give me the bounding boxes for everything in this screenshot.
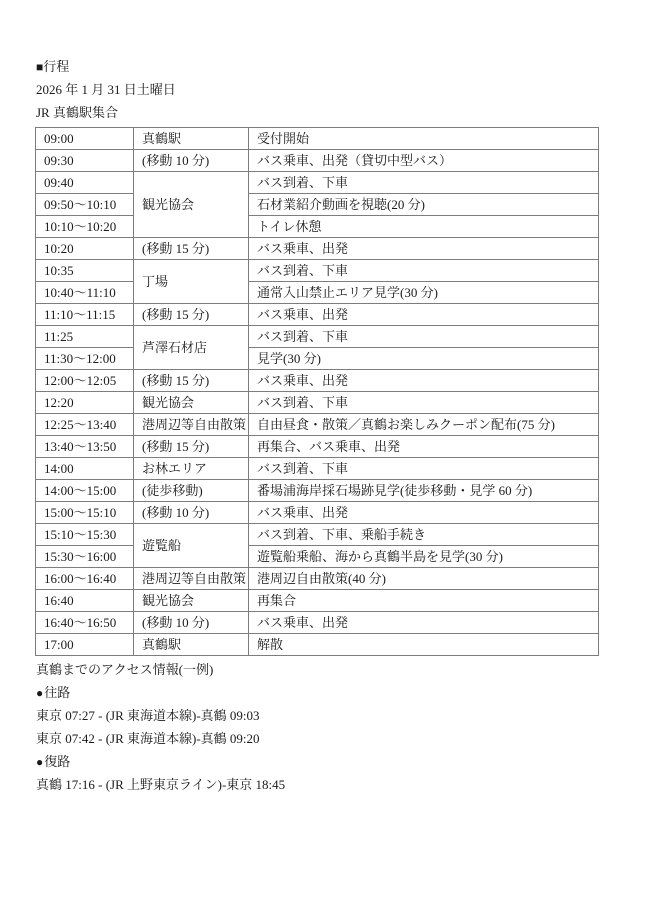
time-cell: 10:35 [36,260,134,282]
table-row [36,128,599,150]
itinerary-table [35,127,599,656]
time-cell: 09:30 [36,150,134,172]
activity-cell: 受付開始 [249,128,599,150]
activity-cell: 見学(30 分) [249,348,599,370]
time-cell: 12:00～12:05 [36,370,134,392]
activity-cell: バス乗車、出発 [249,304,599,326]
activity-cell: バス乗車、出発 [249,502,599,524]
table-row [36,238,599,260]
black-square-icon: ■ [36,60,44,74]
table-row [36,282,599,304]
section-heading-label: 行程 [43,59,70,74]
table-row [36,502,599,524]
time-cell: 09:00 [36,128,134,150]
table-row [36,458,599,480]
return-route: 真鶴 17:16 - (JR 上野東京ライン)-東京 18:45 [36,777,286,792]
time-cell: 09:40 [36,172,134,194]
table-row [36,348,599,370]
activity-cell: バス到着、下車 [249,458,599,480]
time-cell: 09:50～10:10 [36,194,134,216]
activity-cell: 解散 [249,634,599,656]
black-circle-icon: ● [36,755,44,769]
time-cell: 12:20 [36,392,134,414]
time-cell: 15:00～15:10 [36,502,134,524]
section-heading [35,55,599,78]
meeting-point: JR 真鶴駅集合 [36,105,118,120]
activity-cell: バス乗車、出発（貸切中型バス） [249,150,599,172]
activity-cell: バス到着、下車 [249,172,599,194]
activity-cell: 遊覧船乗船、海から真鶴半島を見学(30 分) [249,546,599,568]
activity-cell: 番場浦海岸採石場跡見学(徒歩移動・見学 60 分) [249,480,599,502]
time-cell: 12:25～13:40 [36,414,134,436]
table-row [36,480,599,502]
location-cell: 真鶴駅 [134,634,249,656]
table-row [36,172,599,194]
table-row [36,370,599,392]
activity-cell: バス到着、下車、乗船手続き [249,524,599,546]
time-cell: 10:20 [36,238,134,260]
location-cell: (移動 10 分) [134,150,249,172]
table-row [36,590,599,612]
location-cell: 芦澤石材店 [134,326,249,370]
time-cell: 16:40 [36,590,134,612]
activity-cell: 再集合 [249,590,599,612]
outbound-heading-label: 往路 [44,685,71,700]
activity-cell: バス到着、下車 [249,260,599,282]
activity-cell: バス到着、下車 [249,392,599,414]
table-row [36,546,599,568]
location-cell: 観光協会 [134,392,249,414]
tour-date: 2026 年 1 月 31 日土曜日 [36,82,176,97]
location-cell: 丁場 [134,260,249,304]
time-cell: 15:10～15:30 [36,524,134,546]
activity-cell: 再集合、バス乗車、出発 [249,436,599,458]
activity-cell: バス乗車、出発 [249,612,599,634]
table-row [36,414,599,436]
access-info-section [35,658,599,796]
activity-cell: 自由昼食・散策／真鶴お楽しみクーポン配布(75 分) [249,414,599,436]
table-row [36,304,599,326]
time-cell: 17:00 [36,634,134,656]
time-cell: 11:30～12:00 [36,348,134,370]
location-cell: 港周辺等自由散策 [134,414,249,436]
location-cell: (移動 10 分) [134,612,249,634]
table-row [36,216,599,238]
time-cell: 16:40～16:50 [36,612,134,634]
activity-cell: トイレ休憩 [249,216,599,238]
location-cell: (徒歩移動) [134,480,249,502]
itinerary-body [36,128,599,656]
location-cell: 観光協会 [134,590,249,612]
outbound-route: 東京 07:42 - (JR 東海道本線)-真鶴 09:20 [36,731,260,746]
location-cell: 観光協会 [134,172,249,238]
time-cell: 16:00～16:40 [36,568,134,590]
time-cell: 15:30～16:00 [36,546,134,568]
time-cell: 14:00～15:00 [36,480,134,502]
table-row [36,634,599,656]
time-cell: 10:10～10:20 [36,216,134,238]
table-row [36,392,599,414]
table-row [36,260,599,282]
location-cell: (移動 10 分) [134,502,249,524]
location-cell: (移動 15 分) [134,238,249,260]
time-cell: 13:40～13:50 [36,436,134,458]
activity-cell: 港周辺自由散策(40 分) [249,568,599,590]
location-cell: (移動 15 分) [134,370,249,392]
activity-cell: 通常入山禁止エリア見学(30 分) [249,282,599,304]
location-cell: 真鶴駅 [134,128,249,150]
black-circle-icon: ● [36,686,44,700]
table-row [36,326,599,348]
return-heading-label: 復路 [44,754,71,769]
table-row [36,568,599,590]
outbound-route: 東京 07:27 - (JR 東海道本線)-真鶴 09:03 [36,708,260,723]
location-cell: 港周辺等自由散策 [134,568,249,590]
outbound-heading [35,681,599,704]
table-row [36,612,599,634]
activity-cell: 石材業紹介動画を視聴(20 分) [249,194,599,216]
table-row [36,194,599,216]
time-cell: 11:25 [36,326,134,348]
time-cell: 10:40～11:10 [36,282,134,304]
activity-cell: バス到着、下車 [249,326,599,348]
activity-cell: バス乗車、出発 [249,238,599,260]
table-row [36,150,599,172]
location-cell: 遊覧船 [134,524,249,568]
time-cell: 11:10～11:15 [36,304,134,326]
location-cell: (移動 15 分) [134,436,249,458]
location-cell: (移動 15 分) [134,304,249,326]
table-row [36,436,599,458]
return-heading [35,750,599,773]
time-cell: 14:00 [36,458,134,480]
activity-cell: バス乗車、出発 [249,370,599,392]
access-info-heading: 真鶴までのアクセス情報(一例) [36,662,214,677]
location-cell: お林エリア [134,458,249,480]
table-row [36,524,599,546]
